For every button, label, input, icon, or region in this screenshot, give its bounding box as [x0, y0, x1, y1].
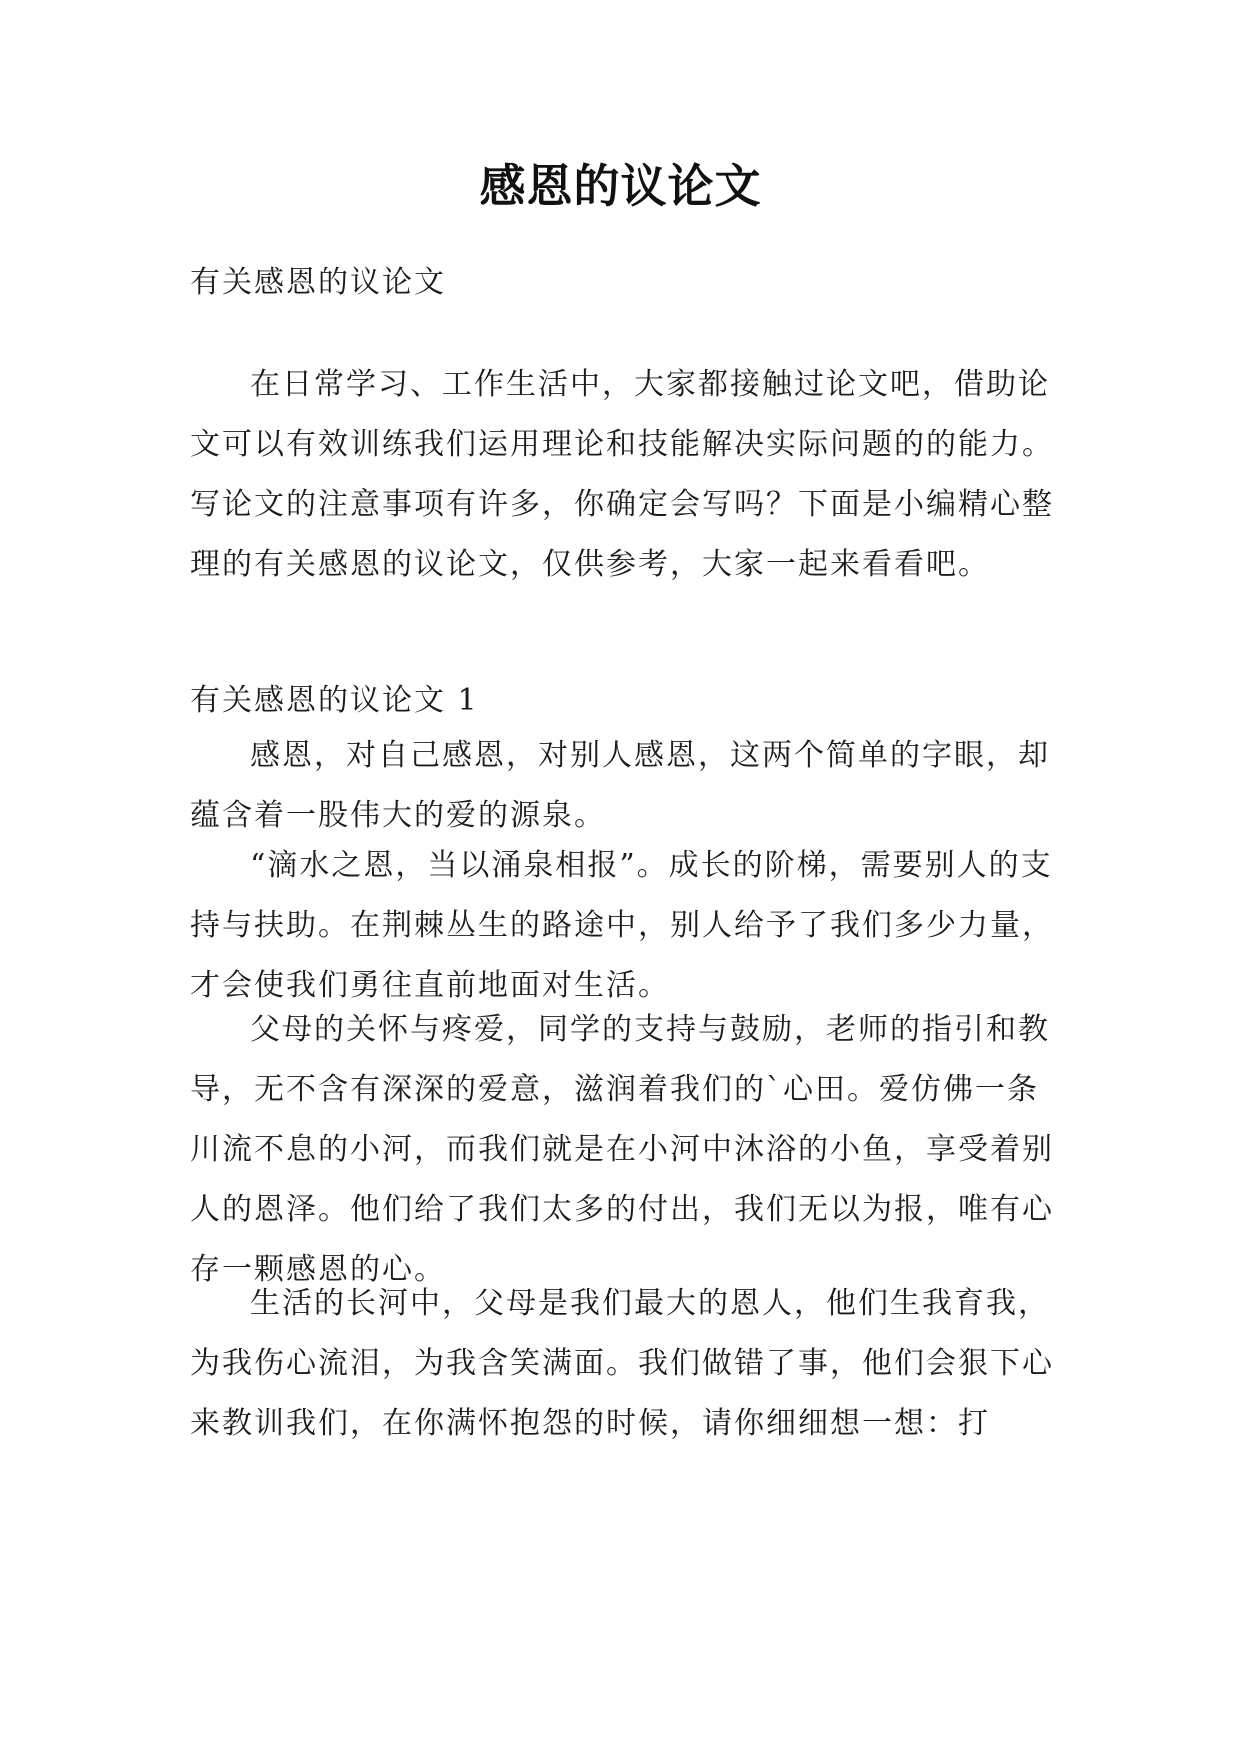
body-paragraph-3: 父母的关怀与疼爱，同学的支持与鼓励，老师的指引和教导，无不含有深深的爱意，滋润着我们的`心田。爱仿佛一条川流不息的小河，而我们就是在小河中沐浴的小鱼，享受着别人的恩泽。他们给了我们太多的付出，我们无以为报，唯有心存一颗感恩的心。	[190, 1012, 1054, 1287]
body-paragraph-4: 生活的长河中，父母是我们最大的恩人，他们生我育我，为我伤心流泪，为我含笑满面。我们做错了事，他们会狠下心来教训我们，在你满怀抱怨的时候，请你细细想一想：打	[190, 1286, 1054, 1441]
intro-paragraph: 在日常学习、工作生活中，大家都接触过论文吧，借助论文可以有效训练我们运用理论和技能解决实际问题的的能力。写论文的注意事项有许多，你确定会写吗？下面是小编精心整理的有关感恩的议论文，仅供参考，大家一起来看看吧。	[190, 367, 1054, 582]
section-heading: 有关感恩的议论文 1	[190, 683, 479, 718]
body-paragraph-2: “滴水之恩，当以涌泉相报”。成长的阶梯，需要别人的支持与扶助。在荆棘丛生的路途中，别人给予了我们多少力量，才会使我们勇往直前地面对生活。	[190, 848, 1054, 1003]
body-paragraph-1: 感恩，对自己感恩，对别人感恩，这两个简单的字眼，却蕴含着一股伟大的爱的源泉。	[190, 738, 1050, 833]
document-subtitle: 有关感恩的议论文	[190, 265, 446, 300]
document-title: 感恩的议论文	[479, 159, 762, 213]
